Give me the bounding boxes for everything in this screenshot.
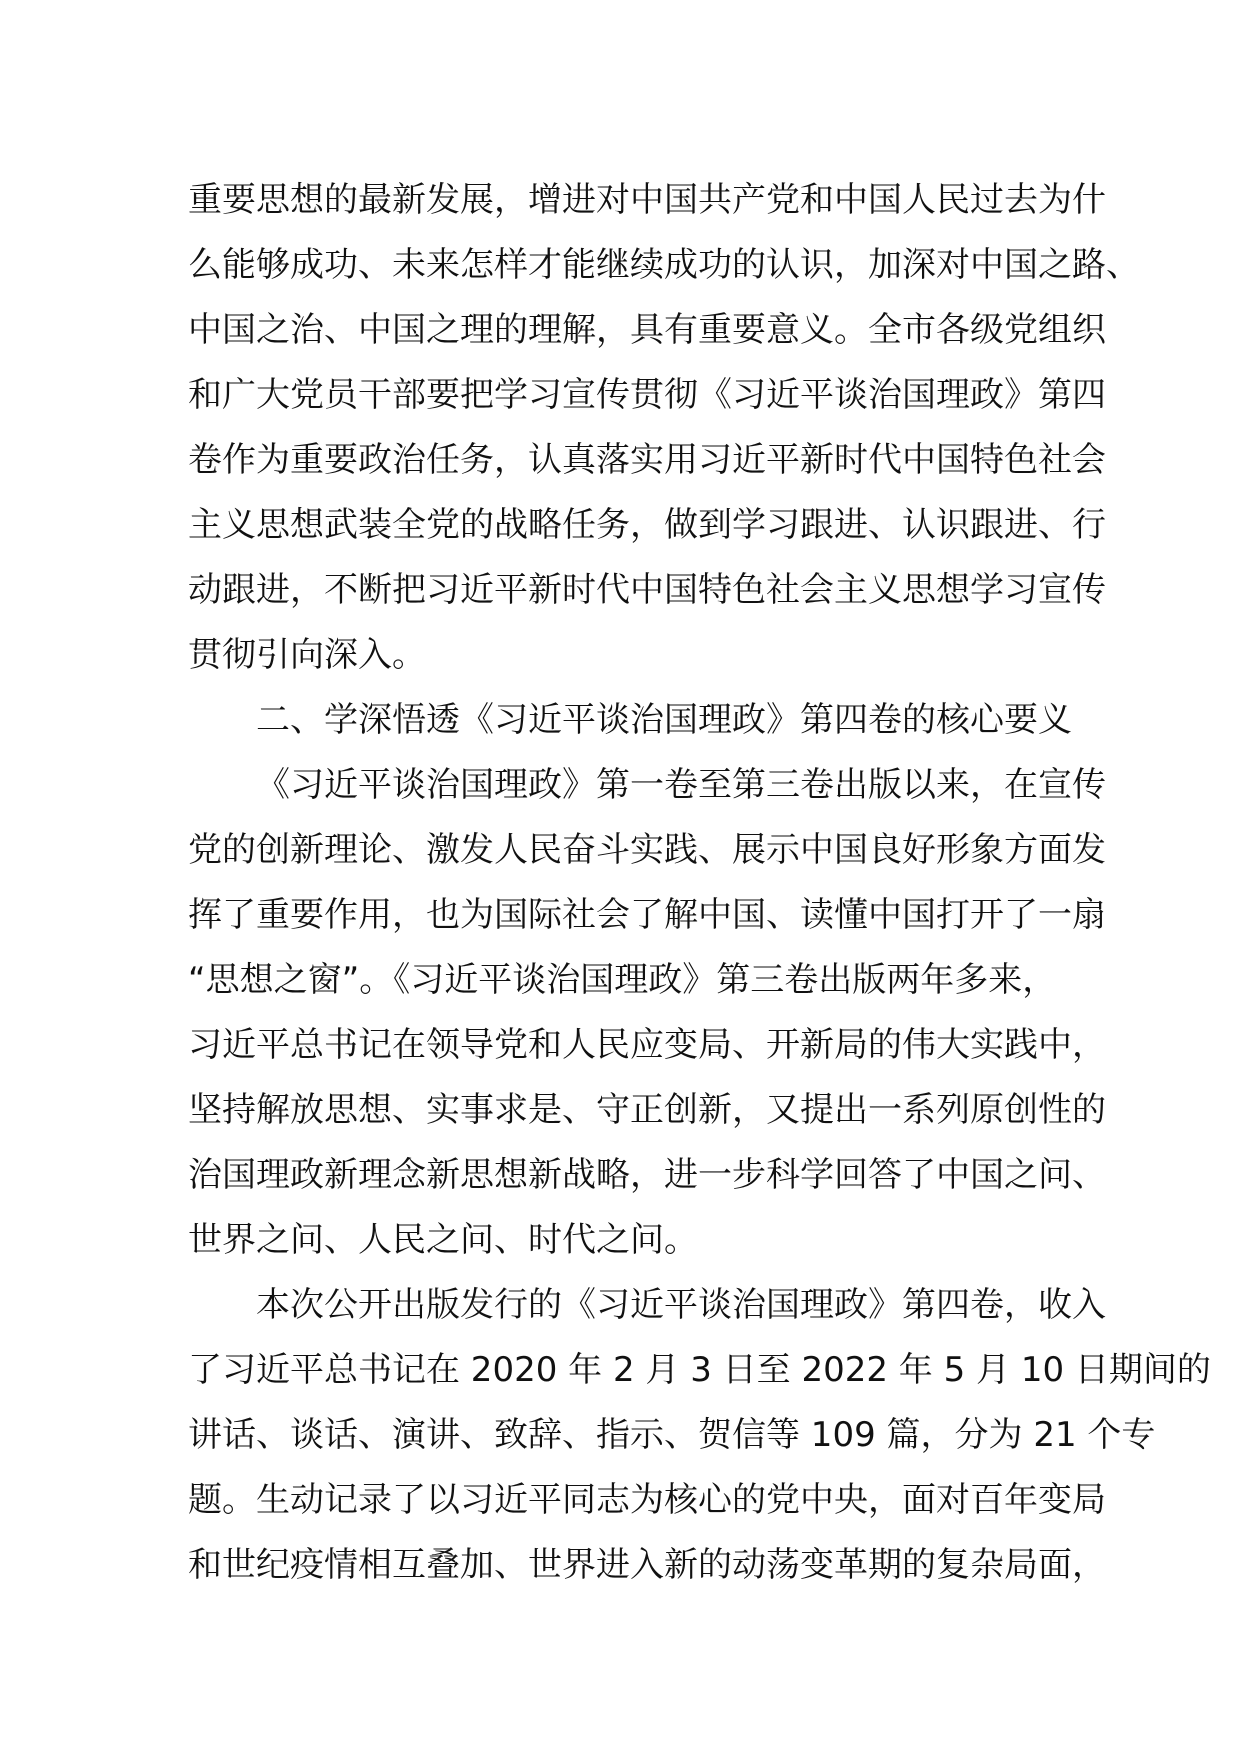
text-line: 讲话、谈话、演讲、致辞、指示、贺信等 109 篇，分为 21 个专 — [188, 1415, 1156, 1455]
body-text — [188, 168, 1211, 1598]
text-line: 题。生动记录了以习近平同志为核心的党中央，面对百年变局 — [188, 1480, 1106, 1520]
text-line: 坚持解放思想、实事求是、守正创新，又提出一系列原创性的 — [188, 1090, 1106, 1130]
text-line: 和世纪疫情相互叠加、世界进入新的动荡变革期的复杂局面， — [188, 1545, 1106, 1585]
text-line: 治国理政新理念新思想新战略，进一步科学回答了中国之问、 — [188, 1155, 1106, 1195]
text-line: 本次公开出版发行的《习近平谈治国理政》第四卷，收入 — [256, 1285, 1106, 1325]
section-heading: 二、学深悟透《习近平谈治国理政》第四卷的核心要义 — [256, 700, 1072, 740]
text-line: “思想之窗”。《习近平谈治国理政》第三卷出版两年多来， — [188, 960, 1057, 1000]
text-line: 了习近平总书记在 2020 年 2 月 3 日至 2022 年 5 月 10 日期间的 — [188, 1350, 1211, 1390]
text-line: 卷作为重要政治任务，认真落实用习近平新时代中国特色社会 — [188, 440, 1106, 480]
text-line: 《习近平谈治国理政》第一卷至第三卷出版以来，在宣传 — [256, 765, 1106, 805]
text-line: 挥了重要作用，也为国际社会了解中国、读懂中国打开了一扇 — [188, 895, 1106, 935]
text-line: 么能够成功、未来怎样才能继续成功的认识，加深对中国之路、 — [188, 245, 1140, 285]
text-line: 习近平总书记在领导党和人民应变局、开新局的伟大实践中， — [188, 1025, 1106, 1065]
text-line: 重要思想的最新发展，增进对中国共产党和中国人民过去为什 — [188, 180, 1106, 220]
text-line: 党的创新理论、激发人民奋斗实践、展示中国良好形象方面发 — [188, 830, 1106, 870]
text-line: 贯彻引向深入。 — [188, 635, 426, 675]
text-line: 世界之问、人民之问、时代之问。 — [188, 1220, 698, 1260]
text-line: 和广大党员干部要把学习宣传贯彻《习近平谈治国理政》第四 — [188, 375, 1106, 415]
text-line: 主义思想武装全党的战略任务，做到学习跟进、认识跟进、行 — [188, 505, 1106, 545]
text-line: 动跟进，不断把习近平新时代中国特色社会主义思想学习宣传 — [188, 570, 1106, 610]
text-line: 中国之治、中国之理的理解，具有重要意义。全市各级党组织 — [188, 310, 1106, 350]
